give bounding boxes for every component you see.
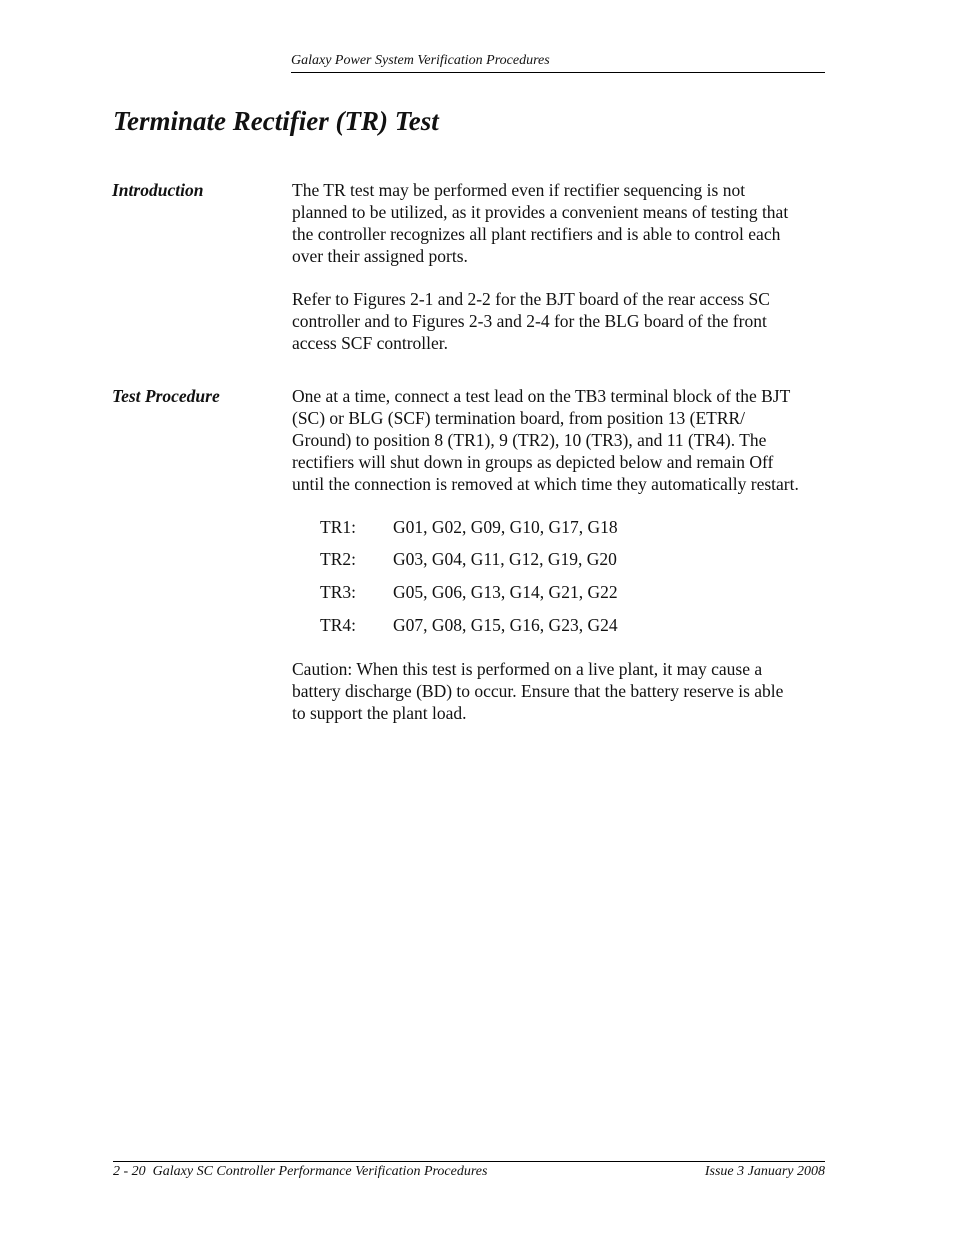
tr-rectifiers: G01, G02, G09, G10, G17, G18 xyxy=(393,517,618,537)
introduction-paragraph-2 xyxy=(292,288,832,354)
text-line: One at a time, connect a test lead on the TB3 terminal block of the BJT xyxy=(292,386,791,406)
text-line: (SC) or BLG (SCF) termination board, from position 13 (ETRR/ xyxy=(292,408,746,428)
tr-label: TR1: xyxy=(320,517,356,537)
text-line: Ground) to position 8 (TR1), 9 (TR2), 10 (TR3), and 11 (TR4). The xyxy=(292,430,767,450)
text-line: the controller recognizes all plant rectifiers and is able to control each xyxy=(292,224,781,244)
text-line: until the connection is removed at which time they automatically restart. xyxy=(292,474,799,494)
caution-paragraph xyxy=(292,658,832,724)
tr-group-row xyxy=(320,581,618,603)
footer-page-info: 2 - 20 Galaxy SC Controller Performance Verification Procedures xyxy=(113,1164,488,1179)
text-line: controller and to Figures 2-3 and 2-4 for the BLG board of the front xyxy=(292,311,767,331)
tr-label: TR3: xyxy=(320,582,356,602)
text-line: Refer to Figures 2-1 and 2-2 for the BJT board of the rear access SC xyxy=(292,289,770,309)
text-line: access SCF controller. xyxy=(292,333,449,353)
text-line: rectifiers will shut down in groups as depicted below and remain Off xyxy=(292,452,774,472)
tr-label: TR2: xyxy=(320,549,356,569)
tr-rectifiers: G05, G06, G13, G14, G21, G22 xyxy=(393,582,618,602)
test-procedure-paragraph xyxy=(292,385,832,495)
text-line: planned to be utilized, as it provides a convenient means of testing that xyxy=(292,202,789,222)
footer-rule xyxy=(113,1161,825,1162)
tr-rectifiers: G03, G04, G11, G12, G19, G20 xyxy=(393,549,617,569)
page-title: Terminate Rectifier (TR) Test xyxy=(113,106,439,136)
tr-group-row xyxy=(320,516,618,538)
introduction-paragraph-1 xyxy=(292,179,832,267)
running-header: Galaxy Power System Verification Procedures xyxy=(291,53,550,68)
tr-group-row xyxy=(320,548,617,570)
introduction-heading: Introduction xyxy=(112,180,204,200)
tr-group-row xyxy=(320,614,618,636)
tr-label: TR4: xyxy=(320,615,356,635)
text-line: Caution: When this test is performed on a live plant, it may cause a xyxy=(292,659,763,679)
text-line: battery discharge (BD) to occur. Ensure that the battery reserve is able xyxy=(292,681,784,701)
text-line: The TR test may be performed even if rectifier sequencing is not xyxy=(292,180,746,200)
tr-rectifiers: G07, G08, G15, G16, G23, G24 xyxy=(393,615,618,635)
text-line: to support the plant load. xyxy=(292,703,467,723)
footer-issue-date: Issue 3 January 2008 xyxy=(704,1164,825,1179)
header-rule xyxy=(291,72,825,73)
test-procedure-heading: Test Procedure xyxy=(112,386,220,406)
text-line: over their assigned ports. xyxy=(292,246,468,266)
